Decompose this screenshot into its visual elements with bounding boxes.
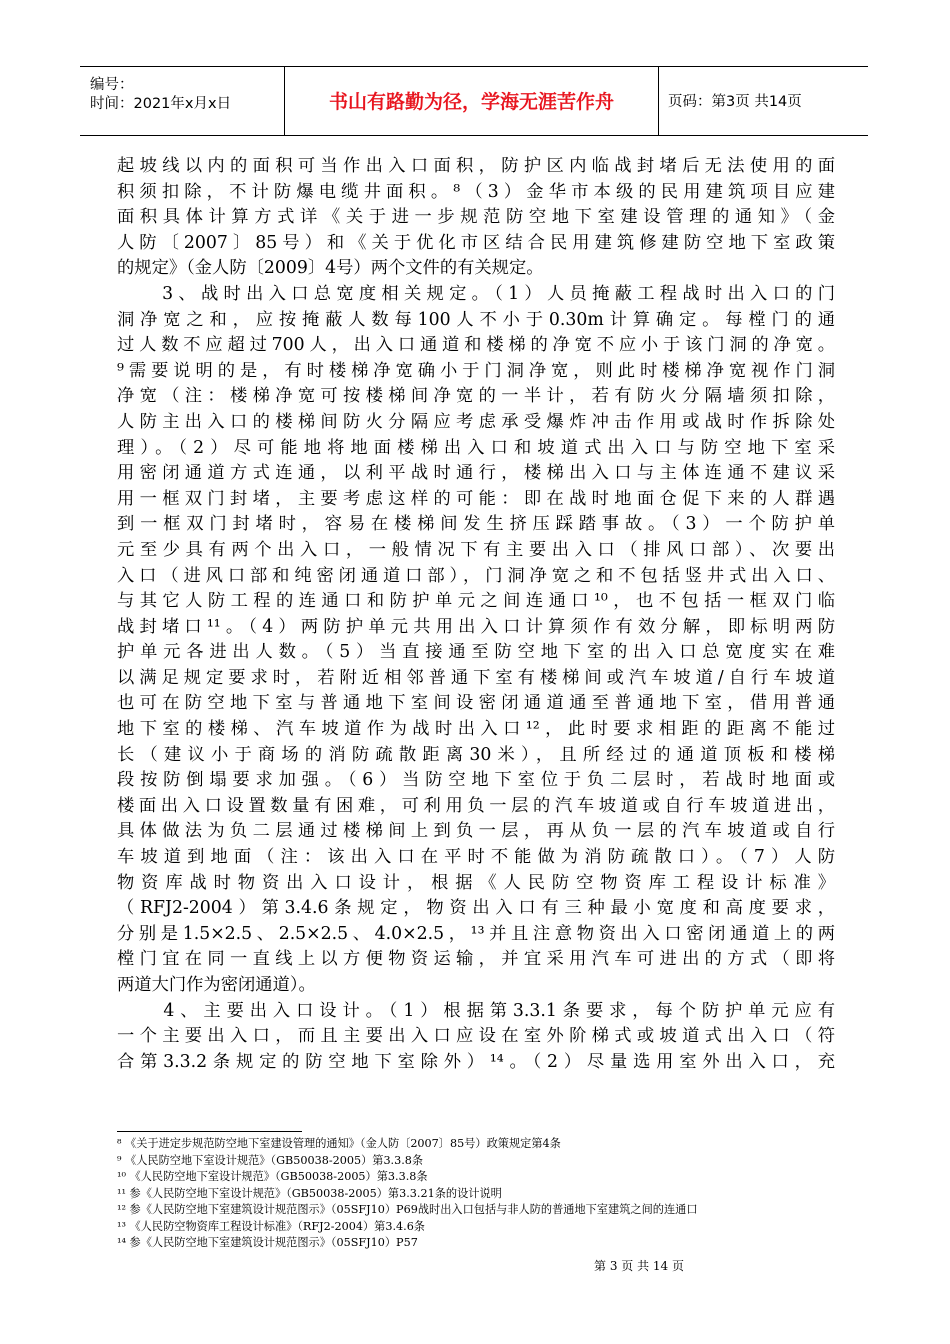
- body-line: 战封堵口¹¹。（4）两防护单元共用出入口计算须作有效分解，即标明两防: [117, 616, 835, 637]
- footnote-item: ¹¹ 参《人民防空地下室设计规范》（GB50038-2005）第3.3.21条的设计说明: [117, 1186, 502, 1200]
- footnotes: [117, 1136, 877, 1252]
- body-line: 起坡线以内的面积可当作出入口面积，防护区内临战封堵后无法使用的面: [117, 156, 835, 176]
- body-line: 元至少具有两个出入口，一般情况下有主要出入口（排风口部）、次要出: [117, 539, 835, 560]
- body-line: 地下室的楼梯、汽车坡道作为战时出入口¹²，此时要求相距的距离不能过: [117, 719, 835, 740]
- body-line: 人防主出入口的楼梯间防火分隔应考虑承受爆炸冲击作用或战时作拆除处: [117, 411, 835, 432]
- footnote-item: ¹² 参《人民防空地下室建筑设计规范图示》（05SFJ10）P69战时出入口包括与非人防的普通地下室建筑之间的连通口: [117, 1203, 698, 1216]
- body-line: 护单元各进出人数。（5）当直接通至防空地下室的出入口总宽度实在难: [117, 642, 835, 663]
- footnote-item: ¹⁰ 《人民防空地下室设计规范》（GB50038-2005）第3.3.8条: [117, 1170, 428, 1183]
- body-line: 物资库战时物资出入口设计，根据《人民防空物资库工程设计标准》: [117, 872, 835, 893]
- body-line: 与其它人防工程的连通口和防护单元之间连通口¹⁰，也不包括一框双门临: [117, 591, 835, 612]
- body-line: 以满足规定要求时，若附近相邻普通下室有楼梯间或汽车坡道/自行车坡道: [117, 667, 835, 688]
- header-motto: 书山有路勤为径，学海无涯苦作舟: [285, 67, 659, 135]
- body-line: ⁹需要说明的是，有时楼梯净宽确小于门洞净宽，则此时楼梯净宽视作门洞: [117, 360, 835, 381]
- footnote-item: ¹³ 《人民防空物资库工程设计标准》（RFJ2-2004）第3.4.6条: [117, 1219, 425, 1233]
- body-line: 段按防倒塌要求加强。（6）当防空地下室位于负二层时，若战时地面或: [117, 770, 835, 791]
- body-line: （RFJ2-2004）第3.4.6条规定，物资出入口有三种最小宽度和高度要求，: [117, 898, 835, 919]
- header-page-label: 页码：第3页 共14页: [668, 94, 802, 110]
- number-label: 编号：: [90, 77, 134, 93]
- body-line: 理）。（2）尽可能地将地面楼梯出入口和坡道式出入口与防空地下室采: [117, 437, 835, 458]
- footnote-divider: [117, 1131, 302, 1132]
- time-label: 时间：2021年x月x日: [90, 96, 232, 112]
- footnote-item: ⁹ 《人民防空地下室设计规范》（GB50038-2005）第3.3.8条: [117, 1153, 424, 1167]
- body-line: 净宽（注：楼梯净宽可按楼梯间净宽的一半计，若有防火分隔墙须扣除，: [117, 386, 835, 407]
- body-line: 入口（进风口部和纯密闭通道口部），门洞净宽之和不包括竖井式出入口、: [117, 565, 835, 586]
- header-meta-cell: [80, 67, 285, 135]
- body-line: 3、战时出入口总宽度相关规定。（1）人员掩蔽工程战时出入口的门: [117, 283, 835, 304]
- body-line: 长（建议小于商场的消防疏散距离30米），且所经过的通道顶板和楼梯: [117, 744, 835, 765]
- body-line: 用一框双门封堵，主要考虑这样的可能：即在战时地面仓促下来的人群遇: [117, 488, 835, 509]
- body-line: 具体做法为负二层通过楼梯间上到负一层，再从负一层的汽车坡道或自行: [117, 821, 835, 842]
- body-line: 也可在防空地下室与普通地下室间设密闭通道通至普通地下室，借用普通: [117, 693, 835, 714]
- body-line: 积须扣除，不计防爆电缆井面积。⁸（3）金华市本级的民用建筑项目应建: [117, 181, 835, 202]
- footnote-item: ¹⁴ 参《人民防空地下室建筑设计规范图示》（05SFJ10）P57: [117, 1236, 418, 1249]
- footnote-item: ⁸ 《关于进定步规范防空地下室建设管理的通知》（金人防〔2007〕85号）政策规定第4条: [117, 1137, 561, 1150]
- body-line: 分别是1.5×2.5、2.5×2.5、4.0×2.5，¹³并且注意物资出入口密闭通道上的两: [117, 923, 835, 944]
- body-line: 楼面出入口设置数量有困难，可利用负一层的汽车坡道或自行车坡道进出，: [117, 795, 835, 816]
- body-line: 一个主要出入口，而且主要出入口应设在室外阶梯式或坡道式出入口（符: [117, 1026, 835, 1047]
- body-line: 合第3.3.2条规定的防空地下室除外）¹⁴。（2）尽量选用室外出入口，充: [117, 1051, 835, 1072]
- document-body: [117, 154, 835, 1075]
- header-table: [80, 66, 868, 136]
- body-line: 到一框双门封堵时，容易在楼梯间发生挤压踩踏事故。（3）一个防护单: [117, 514, 835, 535]
- body-line: 洞净宽之和，应按掩蔽人数每100人不小于0.30m计算确定。每樘门的通: [117, 309, 835, 330]
- body-line: 樘门宜在同一直线上以方便物资运输，并宜采用汽车可进出的方式（即将: [117, 949, 835, 970]
- body-line: 人防〔2007〕85号）和《关于优化市区结合民用建筑修建防空地下室政策: [117, 232, 835, 253]
- body-line: 两道大门作为密闭通道）。: [117, 975, 316, 995]
- body-line: 4、主要出入口设计。（1）根据第3.3.1条要求，每个防护单元应有: [117, 1000, 835, 1021]
- body-line: 面积具体计算方式详《关于进一步规范防空地下室建设管理的通知》（金: [117, 207, 835, 228]
- page-footer: 第 3 页 共 14 页: [594, 1259, 684, 1273]
- body-line: 车坡道到地面（注：该出入口在平时不能做为消防疏散口）。（7）人防: [117, 847, 835, 868]
- body-line: 过人数不应超过700人，出入口通道和楼梯的净宽不应小于该门洞的净宽。: [117, 335, 835, 356]
- body-line: 用密闭通道方式连通，以利平战时通行，楼梯出入口与主体连通不建议采: [117, 463, 835, 484]
- body-line: 的规定》（金人防〔2009〕4号）两个文件的有关规定。: [117, 258, 544, 279]
